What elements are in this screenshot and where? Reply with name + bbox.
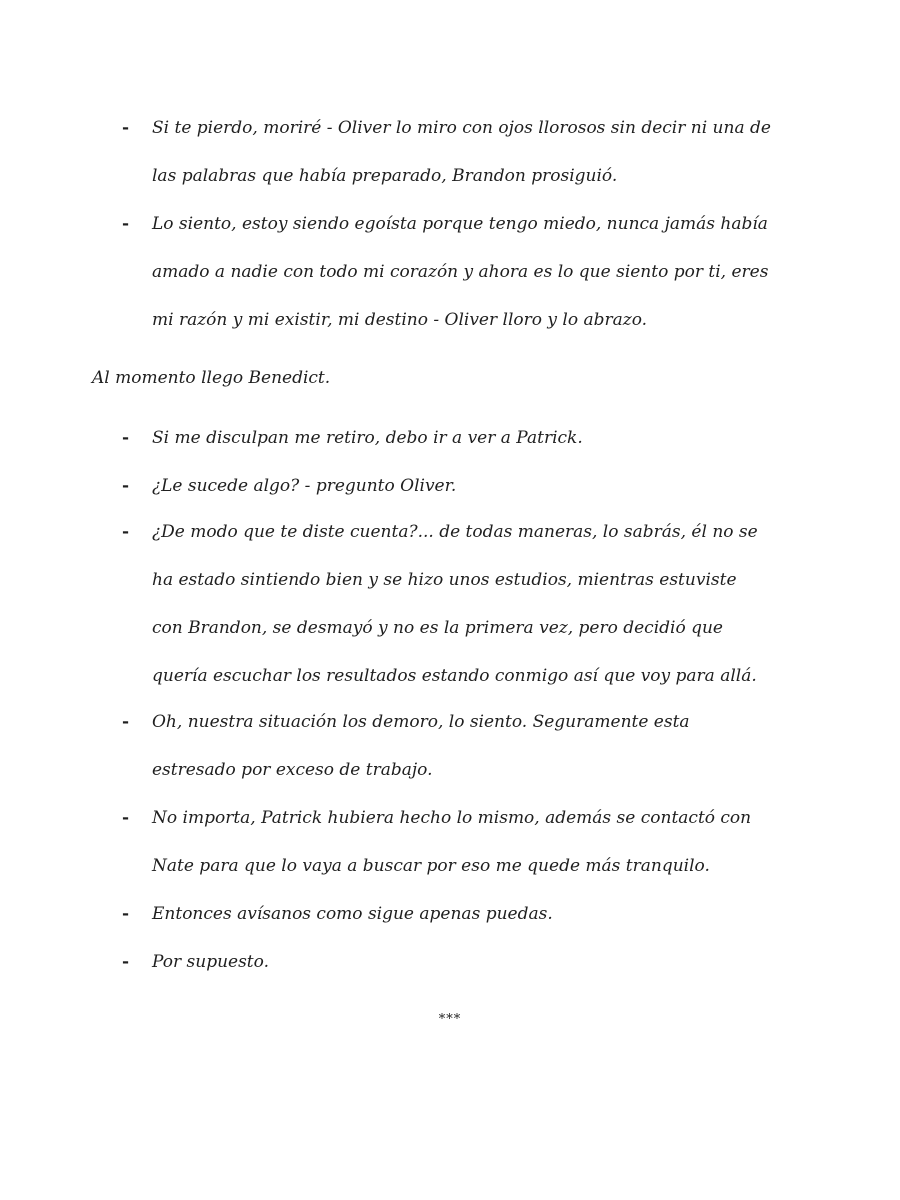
text-line: ha estado sintiendo bien y se hizo unos estudios, mientras estuviste <box>152 570 737 590</box>
dialogue-dash: - <box>122 712 130 732</box>
dialogue-dash: - <box>122 428 130 448</box>
dialogue-dash: - <box>122 808 130 828</box>
scene-separator: *** <box>438 1012 462 1027</box>
text-line: amado a nadie con todo mi corazón y ahora es lo que siento por ti, eres <box>152 262 769 282</box>
text-line: las palabras que había preparado, Brandon prosiguió. <box>152 166 618 186</box>
text-line: Lo siento, estoy siendo egoísta porque tengo miedo, nunca jamás había <box>152 214 768 234</box>
text-line: mi razón y mi existir, mi destino - Oliver lloro y lo abrazo. <box>152 310 648 330</box>
text-line: Nate para que lo vaya a buscar por eso me quede más tranquilo. <box>152 856 710 876</box>
text-line: Entonces avísanos como sigue apenas puedas. <box>152 904 553 924</box>
text-line: ¿Le sucede algo? - pregunto Oliver. <box>152 476 457 496</box>
text-line: No importa, Patrick hubiera hecho lo mismo, además se contactó con <box>152 808 752 828</box>
text-line: Oh, nuestra situación los demoro, lo siento. Seguramente esta <box>152 712 690 732</box>
text-line: Si me disculpan me retiro, debo ir a ver a Patrick. <box>152 428 583 448</box>
dialogue-dash: - <box>122 214 130 234</box>
dialogue-dash: - <box>122 952 130 972</box>
dialogue-dash: - <box>122 522 130 542</box>
text-line: estresado por exceso de trabajo. <box>152 760 433 780</box>
dialogue-dash: - <box>122 904 130 924</box>
text-line: Por supuesto. <box>152 952 269 972</box>
narration-line: Al momento llego Benedict. <box>92 368 331 388</box>
dialogue-dash: - <box>122 118 130 138</box>
text-line: con Brandon, se desmayó y no es la primera vez, pero decidió que <box>152 618 723 638</box>
text-line: ¿De modo que te diste cuenta?... de todas maneras, lo sabrás, él no se <box>152 522 758 542</box>
text-line: quería escuchar los resultados estando conmigo así que voy para allá. <box>152 666 757 686</box>
text-line: Si te pierdo, moriré - Oliver lo miro con ojos llorosos sin decir ni una de <box>152 118 771 138</box>
dialogue-dash: - <box>122 476 130 496</box>
